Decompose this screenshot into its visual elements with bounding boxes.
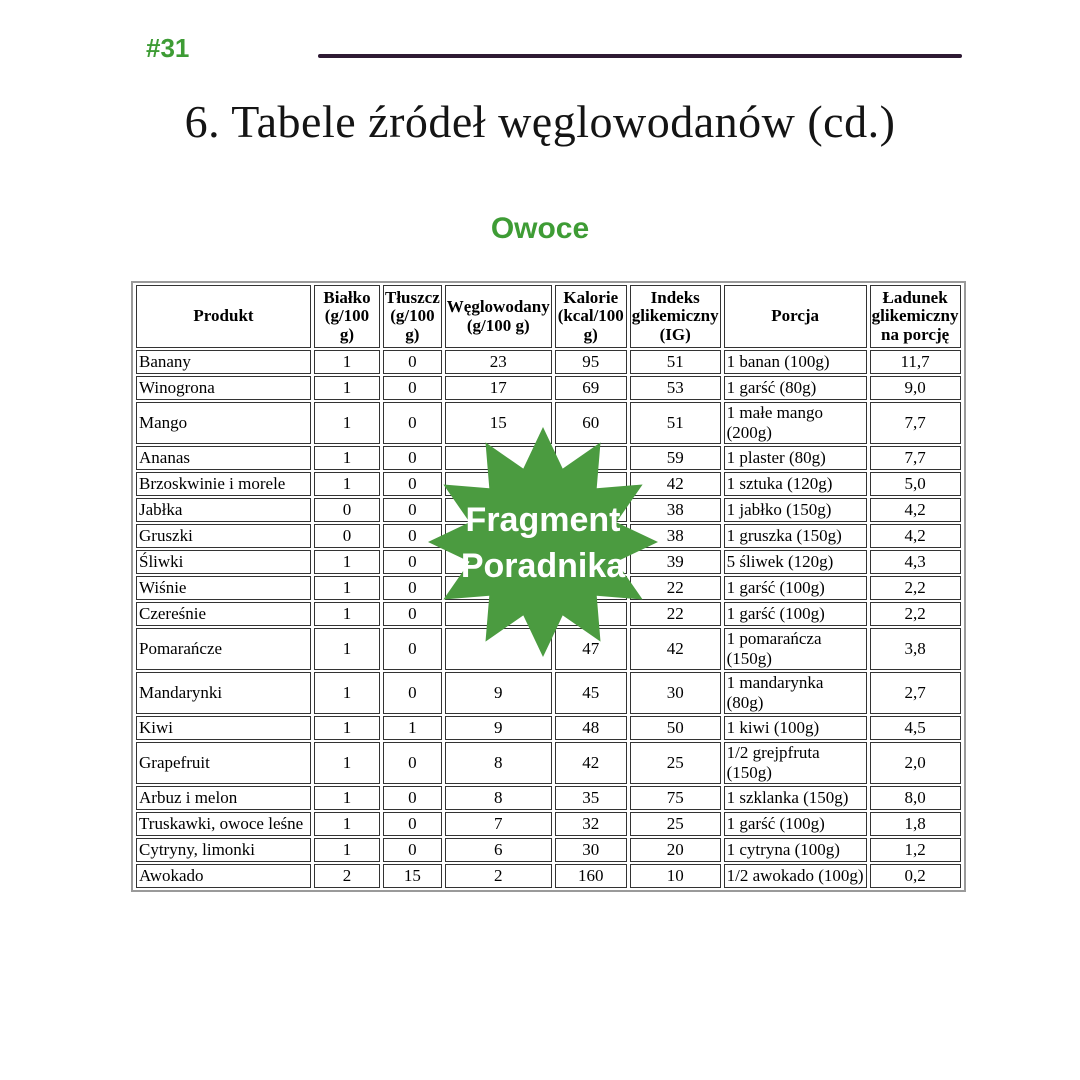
page-title: 6. Tabele źródeł węglowodanów (cd.) xyxy=(184,96,896,147)
cell-bialko: 1 xyxy=(314,812,380,836)
cell-bialko: 0 xyxy=(314,524,380,548)
table-row xyxy=(136,716,961,740)
cell-bialko: 1 xyxy=(314,716,380,740)
cell-indeks: 22 xyxy=(630,602,721,626)
fragment-badge xyxy=(425,424,661,660)
cell-tluszcz: 0 xyxy=(383,742,442,784)
cell-ladunek: 1,2 xyxy=(870,838,961,862)
cell-ladunek: 2,2 xyxy=(870,576,961,600)
cell-porcja: 1 pomarańcza (150g) xyxy=(724,628,867,670)
col-header-tluszcz: Tłuszcz (g/100 g) xyxy=(383,285,442,348)
cell-indeks: 42 xyxy=(630,472,721,496)
badge-text-line1: Fragment xyxy=(465,501,621,539)
cell-indeks: 25 xyxy=(630,812,721,836)
cell-indeks: 38 xyxy=(630,524,721,548)
cell-porcja: 5 śliwek (120g) xyxy=(724,550,867,574)
cell-porcja: 1 garść (100g) xyxy=(724,812,867,836)
cell-tluszcz: 1 xyxy=(383,716,442,740)
cell-bialko: 1 xyxy=(314,628,380,670)
cell-bialko: 1 xyxy=(314,786,380,810)
cell-weglowodany: 6 xyxy=(445,838,552,862)
col-header-produkt: Produkt xyxy=(136,285,311,348)
cell-kalorie: 60 xyxy=(555,402,627,444)
cell-produkt: Jabłka xyxy=(136,498,311,522)
cell-produkt: Mango xyxy=(136,402,311,444)
cell-tluszcz: 0 xyxy=(383,446,442,470)
cell-tluszcz: 0 xyxy=(383,472,442,496)
cell-weglowodany: 7 xyxy=(445,812,552,836)
section-subtitle: Owoce xyxy=(490,212,590,245)
cell-ladunek: 2,0 xyxy=(870,742,961,784)
cell-bialko: 2 xyxy=(314,864,380,888)
cell-bialko: 1 xyxy=(314,472,380,496)
cell-indeks: 42 xyxy=(630,628,721,670)
cell-kalorie: 45 xyxy=(555,672,627,714)
cell-tluszcz: 0 xyxy=(383,376,442,400)
divider-line xyxy=(318,54,962,58)
cell-porcja: 1 garść (80g) xyxy=(724,376,867,400)
cell-tluszcz: 0 xyxy=(383,602,442,626)
cell-produkt: Grapefruit xyxy=(136,742,311,784)
col-header-porcja: Porcja xyxy=(724,285,867,348)
table-row xyxy=(136,672,961,714)
cell-bialko: 1 xyxy=(314,550,380,574)
cell-indeks: 30 xyxy=(630,672,721,714)
cell-indeks: 51 xyxy=(630,402,721,444)
table-row xyxy=(136,350,961,374)
table-row xyxy=(136,812,961,836)
cell-produkt: Pomarańcze xyxy=(136,628,311,670)
cell-ladunek: 4,3 xyxy=(870,550,961,574)
cell-kalorie: 35 xyxy=(555,786,627,810)
cell-porcja: 1 garść (100g) xyxy=(724,602,867,626)
cell-porcja: 1 małe mango (200g) xyxy=(724,402,867,444)
cell-kalorie: 69 xyxy=(555,376,627,400)
cell-ladunek: 2,2 xyxy=(870,602,961,626)
cell-produkt: Truskawki, owoce leśne xyxy=(136,812,311,836)
cell-indeks: 75 xyxy=(630,786,721,810)
col-header-bialko: Białko (g/100 g) xyxy=(314,285,380,348)
cell-kalorie: 47 xyxy=(555,628,627,670)
cell-produkt: Ananas xyxy=(136,446,311,470)
cell-bialko: 1 xyxy=(314,672,380,714)
cell-bialko: 0 xyxy=(314,498,380,522)
col-header-ladunek: Ładunek glikemiczny na porcję xyxy=(870,285,961,348)
starburst-icon xyxy=(425,424,661,660)
cell-kalorie: 48 xyxy=(555,716,627,740)
cell-bialko: 1 xyxy=(314,446,380,470)
cell-tluszcz: 0 xyxy=(383,350,442,374)
cell-tluszcz: 0 xyxy=(383,550,442,574)
table-header-row xyxy=(136,285,961,348)
cell-tluszcz: 0 xyxy=(383,628,442,670)
cell-porcja: 1 sztuka (120g) xyxy=(724,472,867,496)
cell-porcja: 1 kiwi (100g) xyxy=(724,716,867,740)
cell-indeks: 59 xyxy=(630,446,721,470)
table-row xyxy=(136,742,961,784)
cell-weglowodany: 8 xyxy=(445,786,552,810)
cell-porcja: 1 jabłko (150g) xyxy=(724,498,867,522)
cell-porcja: 1/2 awokado (100g) xyxy=(724,864,867,888)
table-row xyxy=(136,838,961,862)
cell-ladunek: 7,7 xyxy=(870,446,961,470)
cell-weglowodany: 23 xyxy=(445,350,552,374)
cell-produkt: Banany xyxy=(136,350,311,374)
cell-indeks: 39 xyxy=(630,550,721,574)
cell-indeks: 38 xyxy=(630,498,721,522)
cell-tluszcz: 0 xyxy=(383,786,442,810)
cell-porcja: 1 plaster (80g) xyxy=(724,446,867,470)
cell-porcja: 1 banan (100g) xyxy=(724,350,867,374)
cell-indeks: 50 xyxy=(630,716,721,740)
cell-weglowodany: 8 xyxy=(445,742,552,784)
cell-bialko: 1 xyxy=(314,838,380,862)
cell-produkt: Czereśnie xyxy=(136,602,311,626)
cell-ladunek: 4,2 xyxy=(870,498,961,522)
cell-porcja: 1/2 grejpfruta (150g) xyxy=(724,742,867,784)
cell-ladunek: 7,7 xyxy=(870,402,961,444)
cell-bialko: 1 xyxy=(314,576,380,600)
cell-indeks: 53 xyxy=(630,376,721,400)
cell-porcja: 1 gruszka (150g) xyxy=(724,524,867,548)
cell-produkt: Brzoskwinie i morele xyxy=(136,472,311,496)
col-header-indeks: Indeks glikemiczny (IG) xyxy=(630,285,721,348)
table-row xyxy=(136,864,961,888)
cell-tluszcz: 0 xyxy=(383,576,442,600)
cell-kalorie: 30 xyxy=(555,838,627,862)
badge-text-line2: Poradnika xyxy=(460,547,626,585)
cell-indeks: 20 xyxy=(630,838,721,862)
cell-tluszcz: 0 xyxy=(383,498,442,522)
cell-produkt: Wiśnie xyxy=(136,576,311,600)
cell-bialko: 1 xyxy=(314,376,380,400)
cell-ladunek: 9,0 xyxy=(870,376,961,400)
cell-porcja: 1 szklanka (150g) xyxy=(724,786,867,810)
cell-kalorie: 95 xyxy=(555,350,627,374)
cell-ladunek: 2,7 xyxy=(870,672,961,714)
cell-produkt: Awokado xyxy=(136,864,311,888)
cell-bialko: 1 xyxy=(314,742,380,784)
cell-bialko: 1 xyxy=(314,402,380,444)
cell-bialko: 1 xyxy=(314,602,380,626)
cell-tluszcz: 0 xyxy=(383,524,442,548)
cell-kalorie: 160 xyxy=(555,864,627,888)
cell-indeks: 22 xyxy=(630,576,721,600)
cell-ladunek: 11,7 xyxy=(870,350,961,374)
table-row xyxy=(136,376,961,400)
cell-bialko: 1 xyxy=(314,350,380,374)
cell-kalorie: 32 xyxy=(555,812,627,836)
cell-ladunek: 3,8 xyxy=(870,628,961,670)
cell-tluszcz: 15 xyxy=(383,864,442,888)
cell-tluszcz: 0 xyxy=(383,402,442,444)
cell-weglowodany: 9 xyxy=(445,716,552,740)
cell-produkt: Cytryny, limonki xyxy=(136,838,311,862)
cell-produkt: Kiwi xyxy=(136,716,311,740)
cell-ladunek: 0,2 xyxy=(870,864,961,888)
col-header-weglowodany: Węglowodany (g/100 g) xyxy=(445,285,552,348)
cell-produkt: Winogrona xyxy=(136,376,311,400)
cell-porcja: 1 mandarynka (80g) xyxy=(724,672,867,714)
cell-ladunek: 8,0 xyxy=(870,786,961,810)
cell-ladunek: 4,2 xyxy=(870,524,961,548)
cell-produkt: Arbuz i melon xyxy=(136,786,311,810)
cell-indeks: 51 xyxy=(630,350,721,374)
cell-produkt: Mandarynki xyxy=(136,672,311,714)
cell-tluszcz: 0 xyxy=(383,838,442,862)
cell-indeks: 10 xyxy=(630,864,721,888)
cell-weglowodany: 17 xyxy=(445,376,552,400)
cell-porcja: 1 garść (100g) xyxy=(724,576,867,600)
cell-kalorie: 42 xyxy=(555,742,627,784)
col-header-kalorie: Kalorie (kcal/100 g) xyxy=(555,285,627,348)
cell-ladunek: 1,8 xyxy=(870,812,961,836)
cell-produkt: Śliwki xyxy=(136,550,311,574)
cell-tluszcz: 0 xyxy=(383,812,442,836)
cell-ladunek: 4,5 xyxy=(870,716,961,740)
cell-weglowodany: 15 xyxy=(445,402,552,444)
cell-indeks: 25 xyxy=(630,742,721,784)
table-row xyxy=(136,786,961,810)
cell-porcja: 1 cytryna (100g) xyxy=(724,838,867,862)
page-number: #31 xyxy=(146,33,190,63)
cell-produkt: Gruszki xyxy=(136,524,311,548)
cell-ladunek: 5,0 xyxy=(870,472,961,496)
cell-weglowodany: 2 xyxy=(445,864,552,888)
cell-tluszcz: 0 xyxy=(383,672,442,714)
cell-weglowodany: 9 xyxy=(445,672,552,714)
